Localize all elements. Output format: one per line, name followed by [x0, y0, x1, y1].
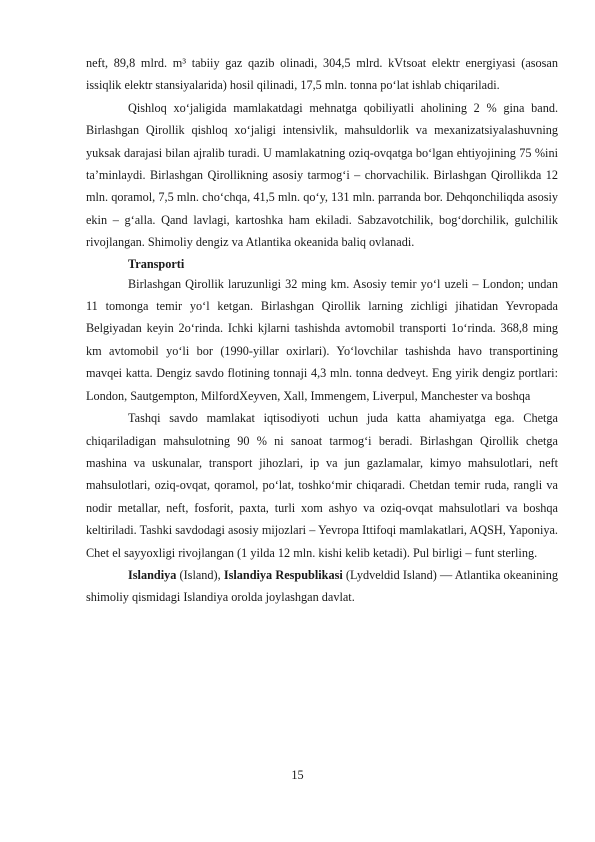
text-iceland-description: (Lydveldid Island) — Atlantika okeanining shimoliy qismidagi Islandiya orolda joylashgan davlat. [86, 567, 558, 605]
term-islandiya: Islandiya [128, 567, 177, 582]
term-islandiya-respublikasi: Islandiya Respublikasi [223, 567, 343, 582]
section-heading-transport: Transporti [128, 256, 185, 271]
paragraph-transport: Birlashgan Qirollik laruzunligi 32 ming km. Asosiy temir yo‘l uzeli – London; undan 11 tomonga temir yo‘l ketgan. Birlashgan Qirollik larning zichligi jihatidan Yevropada Belgiyadan keyin 2o‘rinda. Ichki kjlarni tashishda avtomobil transporti 1o‘rinda. 368,8 ming km avtomobil yo‘li bor (1990-yillar oxirlari). Yo‘lovchilar tashishda havo transportining mavqei katta. Dengiz savdo flotining tonnaji 4,3 mln. tonna dedveyt. Eng yirik dengiz portlari: London, Sautgempton, MilfordXeyven, Xall, Immengem, Liverpul, Manchester va boshqa [86, 276, 558, 403]
document-body [86, 52, 558, 609]
page-number: 15 [291, 768, 304, 782]
paragraph-foreign-trade: Tashqi savdo mamlakat iqtisodiyoti uchun juda katta ahamiyatga ega. Chetga chiqariladigan mahsulotning 90 % ni sanoat tarmog‘i beradi. Birlashgan Qirollik chetga mashina va uskunalar, transport jihozlari, ip va jun gazlamalar, kimyo mahsulotlari, neft mahsulotlari, oziq-ovqat, qoramol, po‘lat, toshko‘mir chiqaradi. Chetdan temir ruda, rangli va nodir metallar, neft, fosforit, paxta, turli xom ashyo va oziq-ovqat mahsulotlari va boshqa keltiriladi. Tashki savdodagi asosiy mijozlari – Yevropa Ittifoqi mamlakatlari, AQSH, Yaponiya. Chet el sayyoxligi rivojlangan (1 yilda 12 mln. kishi kelib ketadi). Pul birligi – funt sterling. [86, 411, 558, 560]
text-island: (Island), [176, 567, 224, 582]
paragraph-industry: neft, 89,8 mlrd. m³ tabiiy gaz qazib olinadi, 304,5 mlrd. kVtsoat elektr energiyasi (asosan issiqlik elektr stansiyalarida) hosil qilinadi, 17,5 mln. tonna po‘lat ishlab chiqariladi. [86, 56, 558, 93]
paragraph-iceland [86, 564, 558, 609]
paragraph-agriculture: Qishloq xo‘jaligida mamlakatdagi mehnatga qobiliyatli aholining 2 % gina band. Birlashgan Qirollik qishloq xo‘jaligi intensivlik, mahsuldorlik va mexanizatsiyalashuvning yuksak darajasi bilan ajralib turadi. U mamlakatning oziq-ovqatga bo‘lgan ehtiyojining 75 %ini ta’minlaydi. Birlashgan Qirollikning asosiy tarmog‘i – chorvachilik. Birlashgan Qirollikda 12 mln. qoramol, 7,5 mln. cho‘chqa, 41,5 mln. qo‘y, 131 mln. parranda bor. Dehqonchiliqda asosiy ekin – g‘alla. Qand lavlagi, kartoshka ham ekiladi. Sabzavotchilik, bog‘dorchilik, gulchilik rivojlangan. Shimoliy dengiz va Atlantika okeanida baliq ovlanadi. [86, 100, 558, 250]
